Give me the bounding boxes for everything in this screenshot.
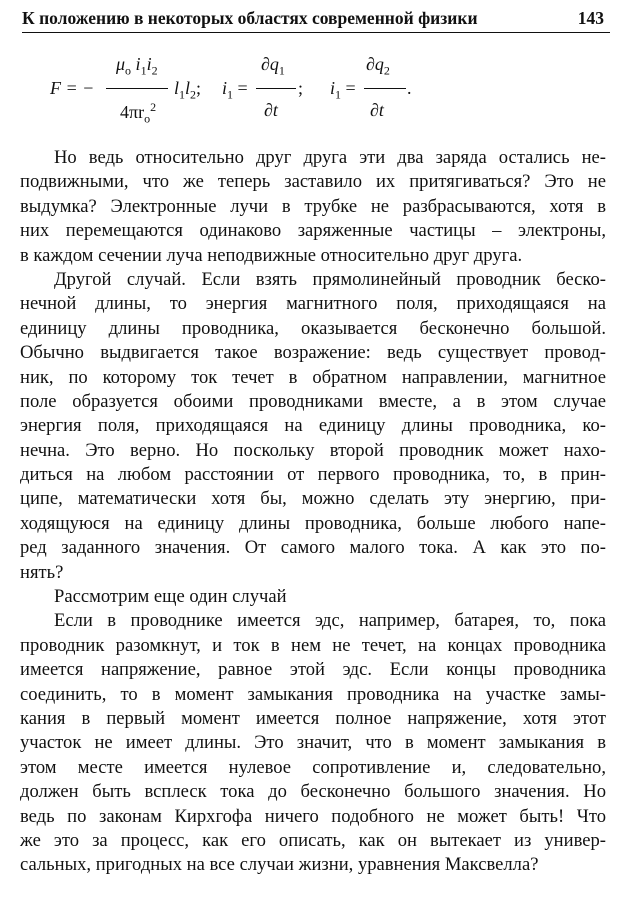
text-line: единицу длины проводника, оказывается бесконечно большой.: [20, 317, 606, 339]
text-line: Обычно выдвигается такое возражение: ведь существует провод-: [20, 342, 606, 364]
text-line: Другой случай. Если взять прямолинейный проводник беско-: [54, 268, 606, 290]
formula-frac1-denominator: $4\pi r_o^2$: [120, 100, 157, 126]
formula-frac3-numerator: $\partial q_2$: [366, 54, 390, 78]
text-line: в каждом сечении луча неподвижные относительно друг друга.: [20, 244, 523, 266]
text-line: нять?: [20, 561, 64, 583]
text-line: ходящуюся на единицу длины проводника, больше любого напе-: [20, 512, 606, 534]
text-line: выдумка? Электронные лучи в трубке не разбрасываются, хотя в: [20, 195, 606, 217]
formula-frac1-bar: [106, 88, 168, 89]
text-line: диться на любом расстоянии от первого проводника, то, в прин-: [20, 464, 606, 486]
text-line: же это за процесс, как его описать, как он вытекает из универ-: [20, 829, 606, 851]
text-line: Рассмотрим еще один случай: [54, 586, 287, 608]
formula-frac2-bar: [256, 88, 296, 89]
text-line: Если в проводнике имеется эдс, например, батарея, то, пока: [54, 610, 606, 632]
text-line: кания в первый момент имеется полное напряжение, хотя этот: [20, 707, 606, 729]
body-text: [20, 146, 606, 878]
text-line: имеется напряжение, равное этой эдс. Если концы проводника: [20, 659, 606, 681]
formula-frac3-bar: [364, 88, 406, 89]
running-header: [22, 8, 610, 33]
text-line: этом месте имеется нулевое сопротивление и, следовательно,: [20, 756, 606, 778]
formula-F: F = −: [50, 78, 95, 98]
formula-frac3-denominator: ∂t: [370, 100, 384, 120]
text-line: ведь по законам Кирхгофа ничего подобного не может быть! Что: [20, 805, 606, 827]
formula-l1l2: $l_1l_2$;: [174, 78, 202, 102]
text-line: энергия поля, приходящаяся на единицу длины проводника, ко-: [20, 415, 606, 437]
text-line: ципе, математически хотя бы, можно сделать эту энергию, при-: [20, 488, 606, 510]
formula-frac1-numerator: $\mu_o$ $i_1i_2$: [116, 54, 158, 78]
text-line: участок не имеет длины. Это значит, что в момент замыкания в: [20, 732, 606, 754]
chapter-title: К положению в некоторых областях современной физики: [22, 8, 478, 28]
text-line: сальных, пригодных на все случаи жизни, уравнения Максвелла?: [20, 854, 539, 876]
formula-frac2-denominator: ∂t: [264, 100, 278, 120]
page-number: 143: [577, 8, 604, 28]
text-line: нечна. Это верно. Но поскольку второй проводник может нахо-: [20, 439, 606, 461]
text-line: них перемещаются одинаково заряженные частицы – электроны,: [20, 220, 606, 242]
formula-block: [50, 44, 450, 134]
formula-i1-label: $i_1$ =: [222, 78, 248, 102]
text-line: нечной длины, то энергия магнитного поля, приходящаяся на: [20, 293, 606, 315]
formula-frac2-numerator: $\partial q_1$: [261, 54, 285, 78]
formula-sep2: ;: [298, 78, 304, 98]
formula-end: .: [407, 78, 412, 98]
text-line: подвижными, что же теперь заставило их притягиваться? Это не: [20, 171, 606, 193]
text-line: ник, по которому ток течет в обратном направлении, магнитное: [20, 366, 606, 388]
text-line: соединить, то в момент замыкания проводника на участке замы-: [20, 683, 606, 705]
text-line: Но ведь относительно друг друга эти два заряда остались не-: [54, 147, 606, 168]
formula-i1b-label: $i_1$ =: [330, 78, 356, 102]
text-line: должен быть всплеск тока до бесконечно большого значения. Но: [20, 781, 606, 803]
text-line: поле образуется обоими проводниками вместе, а в этом случае: [20, 390, 606, 412]
text-line: проводник разомкнут, и ток в нем не течет, на концах проводника: [20, 634, 606, 656]
text-line: ред заданного значения. От самого малого тока. А как это по-: [20, 537, 606, 559]
